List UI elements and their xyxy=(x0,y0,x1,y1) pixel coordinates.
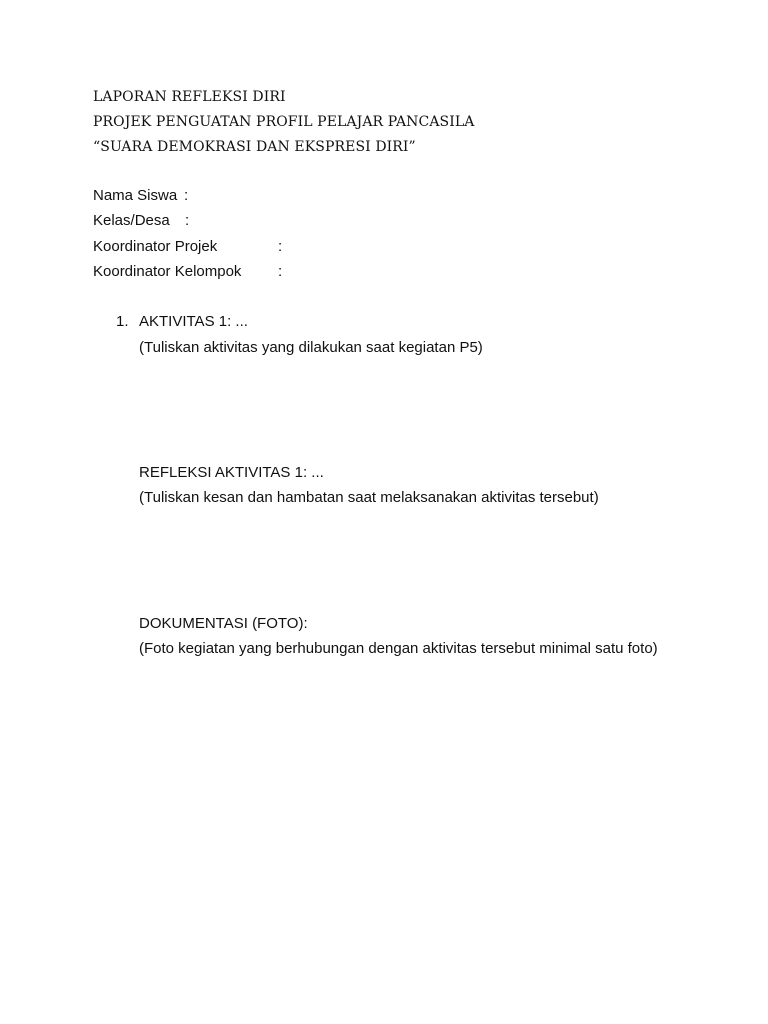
documentation-title: DOKUMENTASI (FOTO): xyxy=(139,615,308,632)
field-colon: : xyxy=(184,187,189,204)
document-subtitle: PROJEK PENGUATAN PROFIL PELAJAR PANCASILA xyxy=(93,114,475,130)
activity-instruction: (Tuliskan aktivitas yang dilakukan saat kegiatan P5) xyxy=(139,339,483,356)
reflection-title: REFLEKSI AKTIVITAS 1: ... xyxy=(139,464,324,481)
document-title: LAPORAN REFLEKSI DIRI xyxy=(93,89,286,105)
field-colon: : xyxy=(278,263,283,280)
document-theme: “SUARA DEMOKRASI DAN EKSPRESI DIRI” xyxy=(93,139,416,155)
field-colon: : xyxy=(185,212,190,229)
field-label-nama-siswa: Nama Siswa xyxy=(93,187,178,204)
activity-title: AKTIVITAS 1: ... xyxy=(139,313,248,330)
field-label-kelas-desa: Kelas/Desa xyxy=(93,212,170,229)
field-label-koordinator-projek: Koordinator Projek xyxy=(93,238,218,255)
reflection-instruction: (Tuliskan kesan dan hambatan saat melaksanakan aktivitas tersebut) xyxy=(139,489,599,506)
documentation-instruction: (Foto kegiatan yang berhubungan dengan aktivitas tersebut minimal satu foto) xyxy=(139,640,658,657)
field-colon: : xyxy=(278,238,283,255)
field-label-koordinator-kelompok: Koordinator Kelompok xyxy=(93,263,242,280)
list-number: 1. xyxy=(116,313,129,330)
